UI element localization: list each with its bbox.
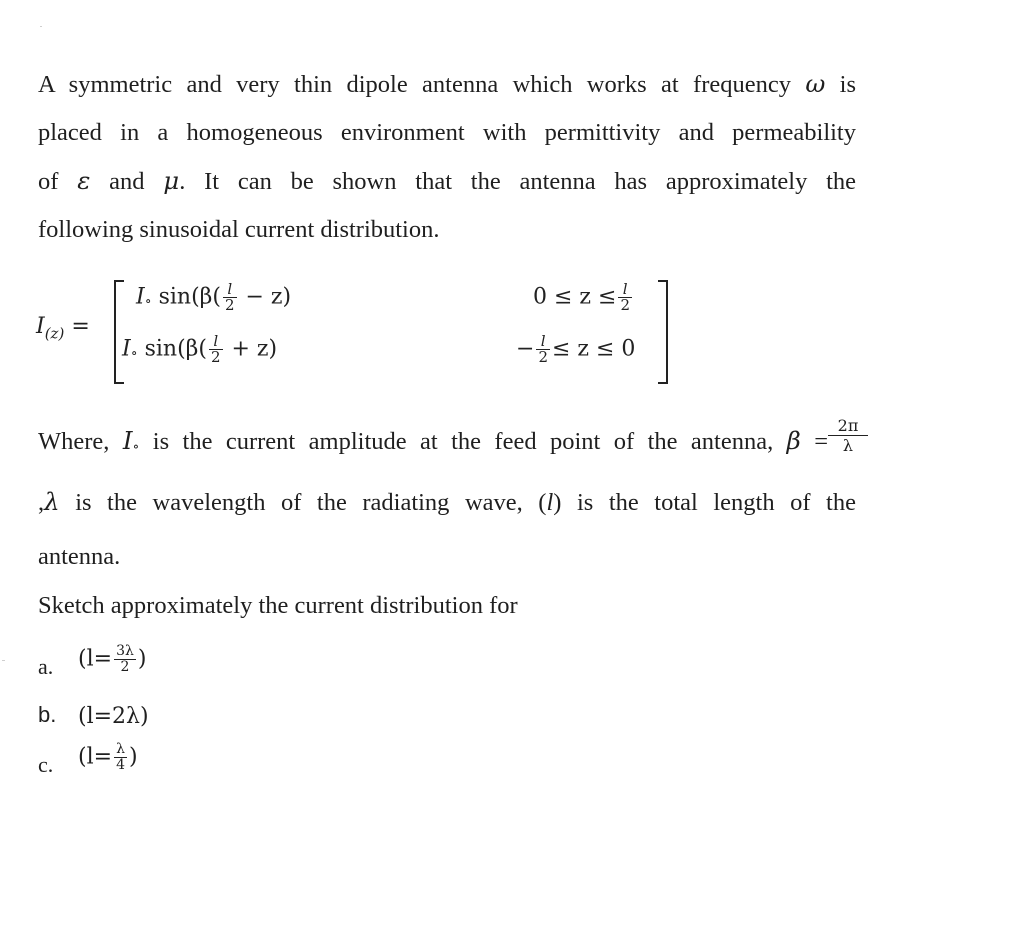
beta-numerator: 2π — [828, 416, 868, 436]
frac-num: l — [209, 334, 223, 350]
frac-num: l — [618, 282, 632, 298]
left-bracket — [114, 280, 124, 384]
item-c-den: 4 — [116, 757, 125, 773]
where-text-c: is the wavelength of the radiating wave, ( — [75, 489, 547, 516]
frac-den: 2 — [210, 348, 221, 366]
intro-line-1 — [38, 60, 856, 109]
equation-row-2-cond — [516, 334, 635, 365]
intro-text-3b: and — [109, 168, 145, 195]
minus-z: − z) — [238, 284, 292, 310]
where-line-2 — [38, 475, 856, 530]
intro-text-3a: of — [38, 168, 59, 195]
intro-line-4: following sinusoidal current distribution. — [38, 216, 440, 243]
cond-2-minus: − — [516, 336, 535, 362]
item-c-expr — [78, 742, 138, 773]
frac-den: 2 — [620, 296, 630, 314]
corner-mark — [40, 26, 42, 27]
where-text-d: ) is the total length of the — [553, 489, 856, 516]
beta-symbol: β — [786, 426, 801, 455]
lambda-symbol: λ — [44, 487, 60, 516]
io-circle: ∘ — [132, 440, 140, 455]
item-a-fraction — [114, 644, 136, 675]
item-c-pre: (l= — [78, 744, 113, 770]
item-b-label: b. — [38, 702, 57, 727]
sketch-prompt: Sketch approximately the current distribution for — [38, 592, 518, 619]
mu-symbol: μ — [163, 166, 180, 195]
item-c-fraction — [114, 742, 127, 773]
current-distribution-equation — [36, 276, 676, 386]
item-a-den: 2 — [120, 659, 130, 675]
where-paragraph — [38, 414, 856, 584]
margin-mark — [2, 660, 5, 661]
lhs-equals: = — [71, 314, 90, 339]
frac-num: l — [536, 334, 550, 350]
io-circle: ∘ — [130, 345, 138, 362]
io-symbol: I — [122, 426, 133, 455]
lhs-symbol: I — [36, 314, 45, 339]
intro-text-3c: . It can be shown that the antenna has approximately the — [179, 168, 857, 195]
equation-row-1-cond — [533, 282, 634, 313]
item-a-label: a. — [38, 654, 54, 679]
item-b-expr: (l=2λ) — [78, 704, 149, 729]
item-c-num: λ — [114, 742, 127, 758]
sin-beta: sin(β( — [137, 336, 207, 362]
where-text-a: Where, — [38, 428, 110, 455]
io-circle: ∘ — [144, 293, 152, 310]
cond-2-text: ≤ z ≤ 0 — [551, 336, 636, 362]
beta-fraction — [828, 416, 868, 455]
omega-symbol: ω — [805, 69, 826, 98]
item-a-expr — [78, 644, 146, 675]
sin-beta: sin(β( — [151, 284, 221, 310]
intro-text-1-end: is — [839, 71, 856, 98]
where-text-b: is the current amplitude at the feed point of the antenna, — [152, 428, 774, 455]
equation-row-2-expr — [122, 334, 277, 365]
plus-z: + z) — [224, 336, 278, 362]
l-over-2-fraction — [618, 282, 632, 313]
l-symbol: l — [546, 489, 554, 516]
item-a-num: 3λ — [116, 643, 134, 659]
item-c-label: c. — [38, 752, 54, 777]
where-line-1 — [38, 414, 828, 475]
io-symbol: I — [136, 284, 145, 310]
epsilon-symbol: ε — [77, 166, 91, 195]
intro-line-3 — [38, 157, 856, 206]
l-over-2-fraction — [536, 334, 550, 365]
equation-lhs — [36, 314, 90, 342]
right-bracket — [658, 280, 668, 384]
frac-den: 2 — [224, 296, 235, 314]
intro-text-1: A symmetric and very thin dipole antenna which works at frequency — [38, 71, 791, 98]
beta-equals: = — [814, 428, 829, 455]
item-c-post: ) — [128, 744, 138, 770]
intro-line-2: placed in a homogeneous environment with permittivity and permeability — [38, 119, 856, 146]
io-symbol: I — [122, 336, 131, 362]
where-line-3: antenna. — [38, 543, 121, 570]
l-over-2-fraction — [209, 334, 223, 365]
lhs-subscript: (z) — [44, 324, 65, 343]
intro-paragraph — [38, 60, 856, 254]
equation-row-1-expr — [136, 282, 291, 313]
beta-denominator: λ — [842, 436, 854, 455]
l-over-2-fraction — [223, 282, 237, 313]
frac-den: 2 — [538, 348, 548, 366]
cond-1-text: 0 ≤ z ≤ — [533, 284, 617, 310]
frac-num: l — [223, 282, 237, 298]
item-a-post: ) — [137, 646, 147, 672]
item-a-pre: (l= — [78, 646, 113, 672]
where-comma: , — [38, 489, 45, 516]
